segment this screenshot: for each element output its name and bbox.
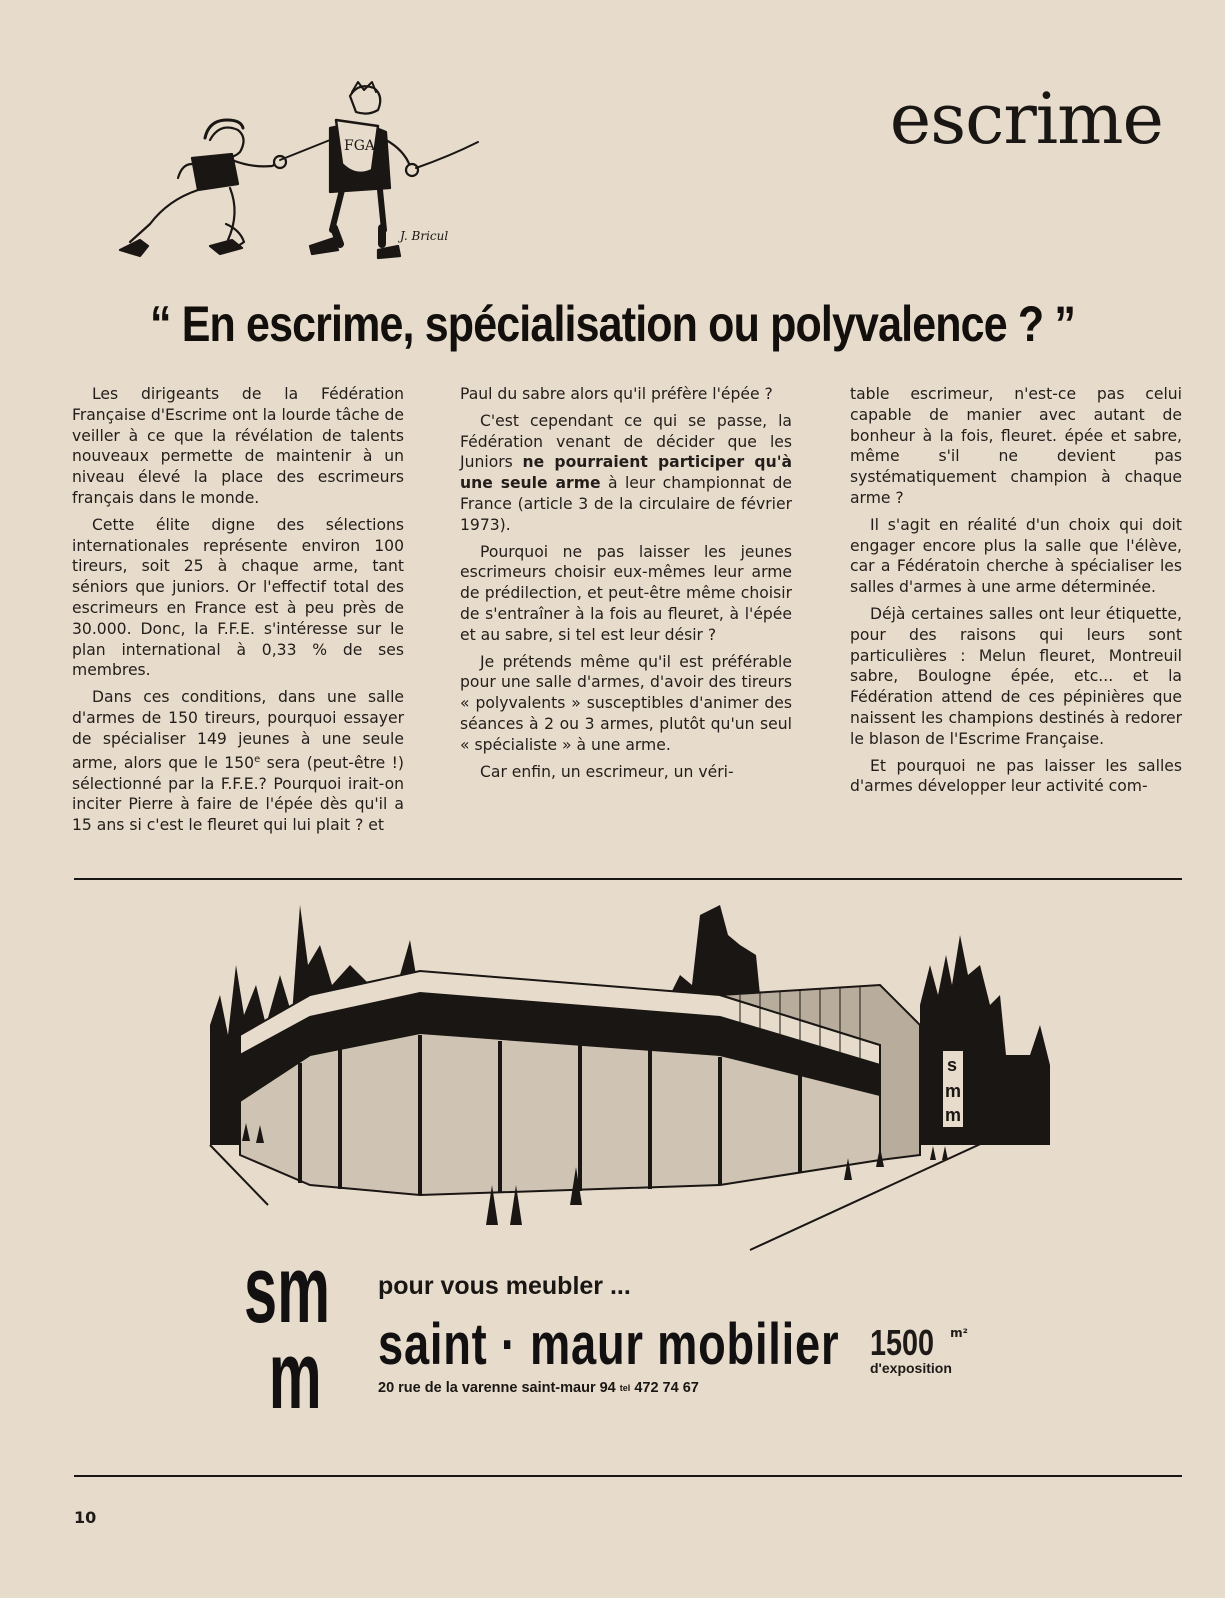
paragraph: Paul du sabre alors qu'il préfère l'épée ? [460,385,773,403]
illustration-signature: J. Bricul [400,229,449,243]
fencers-illustration [80,78,500,263]
left-fencer-sword [280,138,335,160]
section-title: escrime [889,78,1163,160]
exhibition-area-number: 1500 [870,1322,935,1363]
vertical-sign-letter: m [945,1081,962,1101]
paragraph: Cette élite digne des sélections internationales représente environ 100 tireurs, soit 25 à chaque arme, tant séniors que juniors. Or l'effectif total des escrimeurs en France est à peu près de 30.000. Donc, la F.F.E. s'intéresse sur le plan international à 0,33 % de ses membres. [72,515,404,680]
paragraph: C'est cependant ce qui se passe, la Fédération venant de décider que les Juniors ne pourraient participer qu'à une seule arme à leur championnat de France (article 3 de la circulaire de février 1973). [460,411,792,534]
trees-center [670,905,760,995]
store-illustration [200,905,1080,1255]
smm-logo [244,1240,354,1420]
vertical-sign-letter: m [945,1105,962,1125]
paragraph: Les dirigeants de la Fédération Française d'Escrime ont la lourde tâche de veiller à ce que la révélation de talents nouveaux permette de maintenir à un niveau élevé la place des escrimeurs français dans le monde. [72,385,404,507]
svg-text:sm: sm [244,1240,331,1343]
vertical-sign-letter: s [947,1055,958,1075]
paragraph: Je prétends même qu'il est préférable pour une salle d'armes, d'avoir des tireurs « polyvalents » susceptibles d'animer des séances à 2 ou 3 armes, plutôt qu'un seul « spécialiste » à une arme. [460,652,792,754]
right-fencer-arm [386,140,410,166]
trees-right [920,935,1050,1145]
article-column-1 [72,384,404,842]
page-number: 10 [74,1508,97,1527]
shield-text: FGA [344,138,376,154]
paragraph: Il s'agit en réalité d'un choix qui doit engager encore plus la salle que l'élève, car a Fédératoin cherche à spécialiser les salles d'armes à une arme déterminée. [850,515,1182,597]
exhibition-area-label: d'exposition [870,1360,952,1376]
article-column-2 [460,384,792,788]
divider-bottom [74,1475,1182,1477]
article-column-3 [850,384,1182,803]
right-fencer-legs [332,190,384,230]
left-fencer-back-arm [178,164,192,178]
ad-tagline: pour vous meubler ... [378,1272,631,1300]
paragraph: Car enfin, un escrimeur, un véri- [480,762,734,781]
paragraph: Dans ces conditions, dans une salle d'armes de 150 tireurs, pourquoi essayer de spécialiser 149 jeunes à une seule arme, alors que le 150e sera (peut-être !) sélectionné par la F.F.E.? Pourquoi irait-on inciter Pierre à faire de l'épée dès qu'il a 15 ans si c'est le fleuret qui lui plait ? et [72,688,404,835]
paragraph: Pourquoi ne pas laisser les jeunes escrimeurs choisir eux-mêmes leur arme de prédilection, et peut-être même choisir de s'entraîner à la fois au fleuret, à l'épée et au sabre, si tel est leur désir ? [460,542,792,644]
paragraph: Et pourquoi ne pas laisser les salles d'armes développer leur activité com- [850,756,1182,796]
divider-top [74,878,1182,880]
left-fencer-legs [130,188,235,242]
paragraph: Déjà certaines salles ont leur étiquette, pour des raisons qui leurs sont particulières : Melun fleuret, Montreuil sabre, Boulogne épée, etc... et la Fédération attend de ces pépinières que naissent les champions destinés à redorer le blason de l'Escrime Française. [850,604,1182,748]
left-fencer-arm [232,160,280,166]
article-headline: “ En escrime, spécialisation ou polyvalence ? ” [149,296,1076,352]
svg-text:m: m [268,1321,322,1420]
right-fencer-sword [416,142,478,168]
left-fencer-head [210,128,244,158]
store-name: saint · maur mobilier [378,1312,840,1377]
store-address: 20 rue de la varenne saint-maur 94 tel 472 74 67 [378,1380,699,1396]
exhibition-area: 1500 $^{m^2}$ d'exposition [870,1322,968,1376]
paragraph: table escrimeur, n'est-ce pas celui capable de manier avec autant de bonheur à la fois, fleuret. épée et sabre, même s'il ne devient pas systématiquement champion à chaque arme ? [850,385,1182,507]
